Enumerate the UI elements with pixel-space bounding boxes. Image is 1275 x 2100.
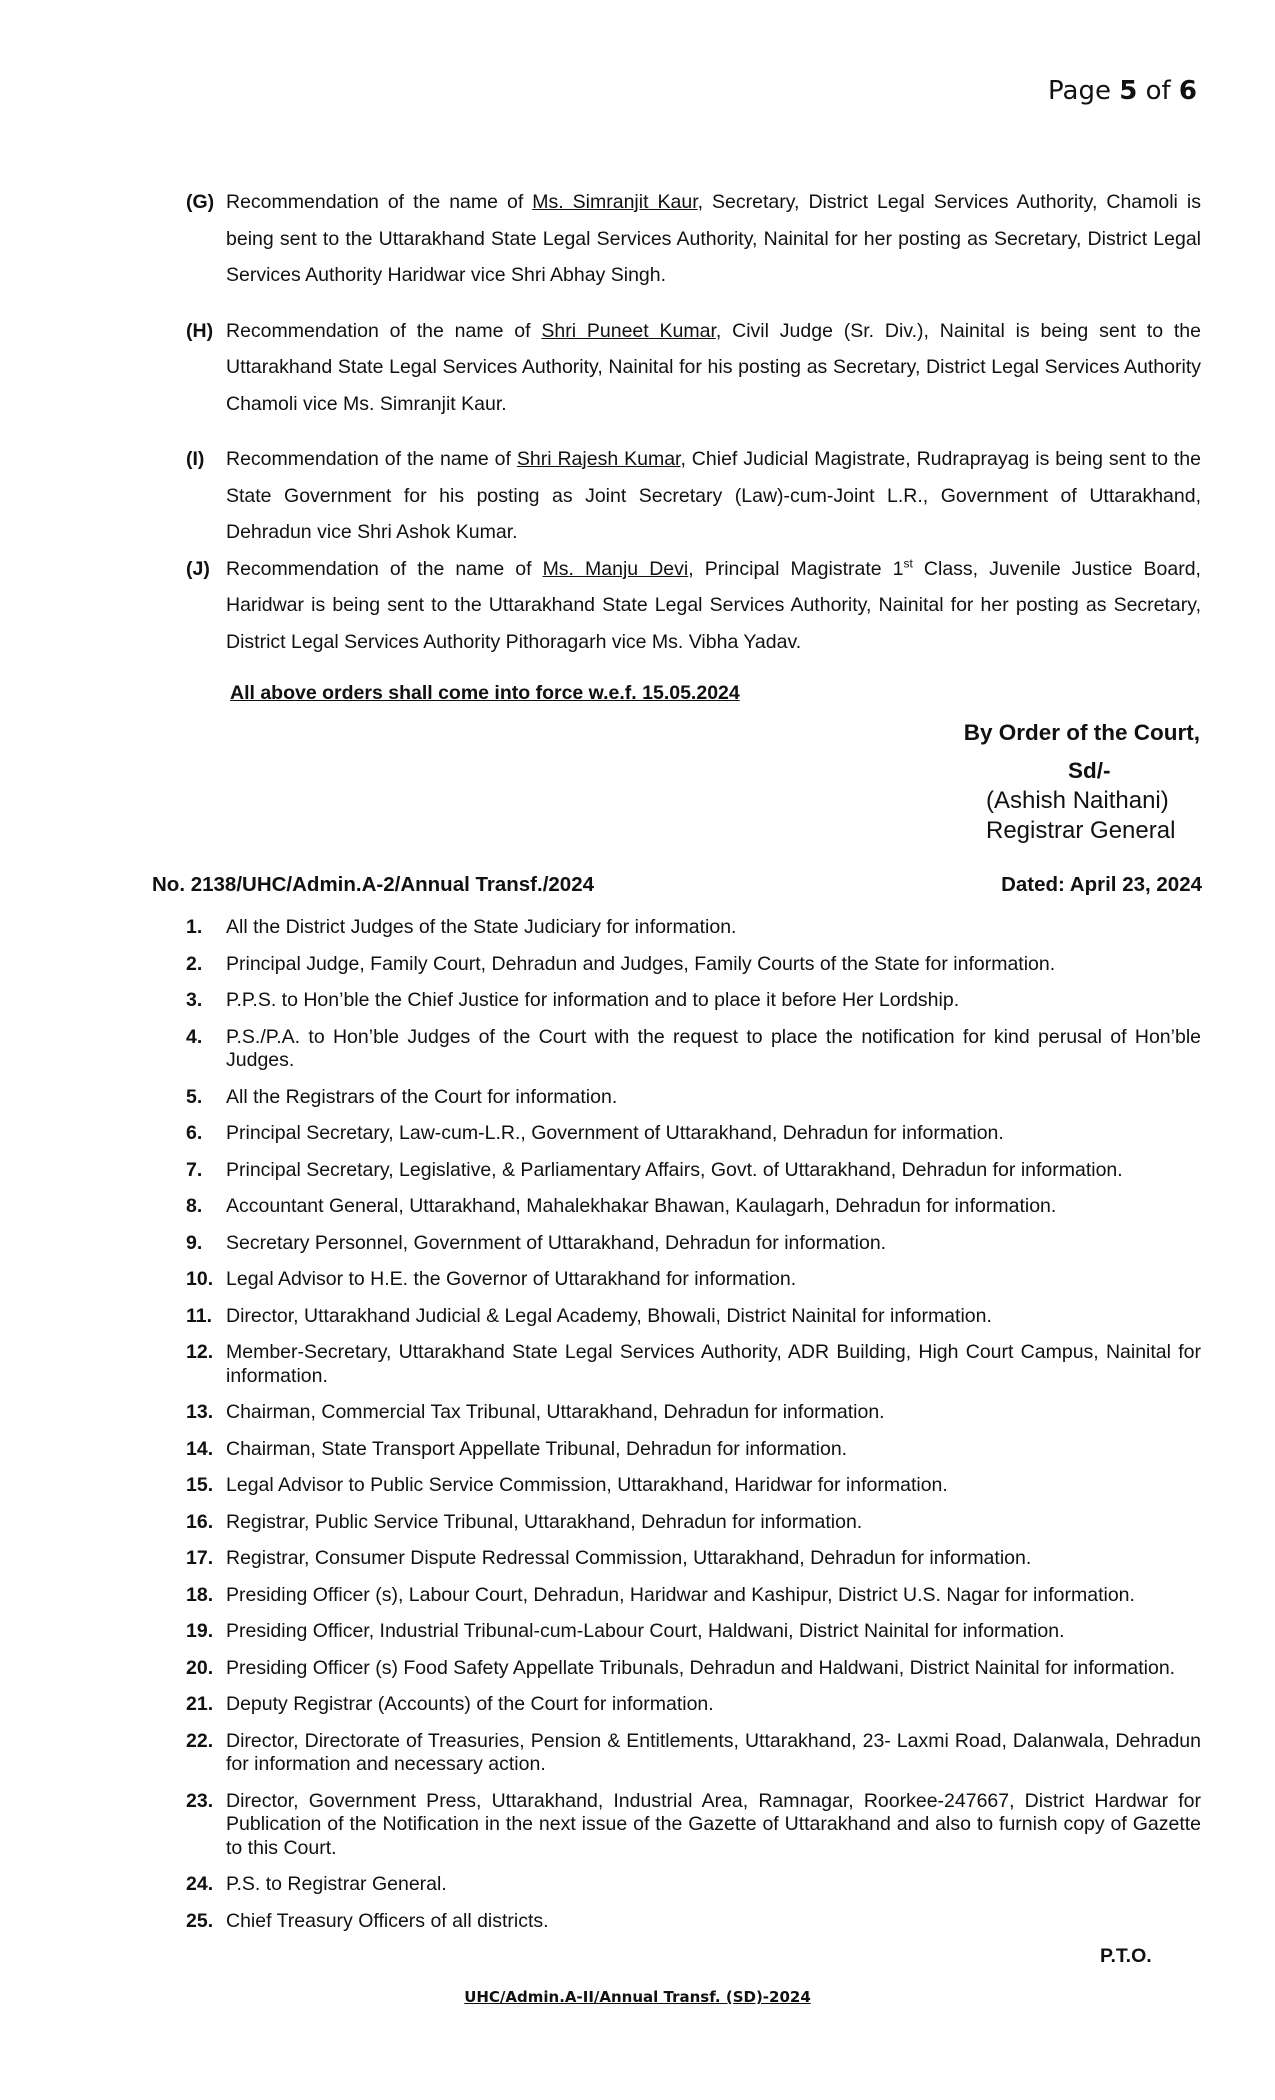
recommendation-text: [226, 184, 1201, 294]
distribution-item-text: Director, Government Press, Uttarakhand, Industrial Area, Ramnagar, Roorkee-247667, District Hardwar for Publication of the Notification in the next issue of the Gazette of Uttarakhand and also to furnish copy of Gazette to this Court.: [226, 1789, 1201, 1859]
distribution-item: [186, 1693, 1201, 1717]
distribution-item: [186, 953, 1201, 977]
distribution-item-text: Principal Judge, Family Court, Dehradun and Judges, Family Courts of the State for information.: [226, 952, 1056, 975]
distribution-item-number: 4.: [186, 1025, 203, 1048]
distribution-item: [186, 1511, 1201, 1535]
recommendation-pre: Recommendation of the name of: [226, 319, 542, 342]
distribution-item-number: 8.: [186, 1195, 203, 1217]
distribution-item-number: 22.: [186, 1729, 214, 1752]
distribution-item-number: 16.: [186, 1510, 214, 1533]
distribution-item-number: 7.: [186, 1158, 203, 1181]
recommendation-post: , Chief Judicial Magistrate, Rudraprayag is being sent to the State Government for his posting as Joint Secretary (Law)-cum-Joint L.R., Government of Uttarakhand, Dehradun vice Shri Ashok Kumar.: [226, 448, 1201, 543]
distribution-item: [186, 1159, 1201, 1183]
distribution-item: [186, 1438, 1201, 1462]
page-total: 6: [1178, 76, 1197, 106]
recommendation-label: (G): [186, 191, 215, 213]
distribution-item-text: P.P.S. to Hon’ble the Chief Justice for information and to place it before Her Lordship.: [226, 989, 960, 1011]
recommendation-label: (J): [186, 557, 210, 580]
officer-name: Ms. Manju Devi: [542, 557, 689, 580]
distribution-item-number: 9.: [186, 1231, 203, 1254]
distribution-item-number: 13.: [186, 1401, 214, 1423]
recommendation-post: , Secretary, District Legal Services Authority, Chamoli is being sent to the Uttarakhand State Legal Services Authority, Nainital for her posting as Secretary, District Legal Services Authority Haridwar vice Shri Abhay Singh.: [226, 191, 1201, 286]
distribution-item: [186, 1657, 1201, 1681]
signatory-name: (Ashish Naithani): [986, 787, 1169, 814]
distribution-item: [186, 1305, 1201, 1329]
distribution-item-text: Registrar, Consumer Dispute Redressal Commission, Uttarakhand, Dehradun for information.: [226, 1547, 1032, 1569]
pto-note: P.T.O.: [1100, 1945, 1152, 1967]
distribution-item-text: Registrar, Public Service Tribunal, Uttarakhand, Dehradun for information.: [226, 1510, 863, 1533]
recommendation-pre: Recommendation of the name of: [226, 557, 543, 580]
reference-line: [152, 873, 1202, 897]
footer-reference: UHC/Admin.A-II/Annual Transf. (SD)-2024: [464, 1988, 811, 2006]
distribution-item-number: 21.: [186, 1693, 214, 1715]
distribution-item-text: Secretary Personnel, Government of Uttarakhand, Dehradun for information.: [226, 1231, 887, 1254]
distribution-item-text: Presiding Officer, Industrial Tribunal-cum-Labour Court, Haldwani, District Nainital for information.: [226, 1620, 1065, 1642]
recommendation-post-b: Class, Juvenile Justice Board, Haridwar is being sent to the Uttarakhand State Legal Services Authority, Nainital for her posting as Secretary, District Legal Services Authority Pithoragarh vice Ms. Vibha Yadav.: [226, 557, 1201, 653]
distribution-item: [186, 1341, 1201, 1388]
distribution-list: [186, 916, 1201, 1946]
recommendation-text: [226, 313, 1201, 423]
distribution-item: [186, 1910, 1201, 1934]
distribution-item-number: 6.: [186, 1122, 203, 1144]
distribution-item-text: Director, Directorate of Treasuries, Pension & Entitlements, Uttarakhand, 23- Laxmi Road, Dalanwala, Dehradun for information and necessary action.: [226, 1729, 1201, 1775]
reference-number: No. 2138/UHC/Admin.A-2/Annual Transf./2024: [152, 873, 595, 896]
distribution-item: [186, 1401, 1201, 1425]
recommendation-pre: Recommendation of the name of: [226, 448, 517, 470]
distribution-item: [186, 1474, 1201, 1498]
recommendation-label: (H): [186, 319, 214, 342]
recommendations: [186, 184, 1201, 660]
recommendation-text: [226, 441, 1201, 551]
distribution-item-number: 19.: [186, 1620, 214, 1642]
distribution-item-number: 5.: [186, 1085, 203, 1108]
distribution-item: [186, 1086, 1201, 1110]
distribution-item: [186, 1195, 1201, 1219]
distribution-item-text: Legal Advisor to Public Service Commission, Uttarakhand, Haridwar for information.: [226, 1474, 948, 1496]
signatory-title: Registrar General: [986, 817, 1176, 844]
distribution-item-number: 12.: [186, 1341, 214, 1363]
distribution-item: [186, 916, 1201, 940]
distribution-item-text: Principal Secretary, Law-cum-L.R., Government of Uttarakhand, Dehradun for information.: [226, 1122, 1004, 1144]
distribution-item-text: Chairman, Commercial Tax Tribunal, Uttarakhand, Dehradun for information.: [226, 1401, 885, 1423]
distribution-item: [186, 1232, 1201, 1256]
distribution-item-text: Principal Secretary, Legislative, & Parliamentary Affairs, Govt. of Uttarakhand, Dehradun for information.: [226, 1158, 1123, 1181]
recommendation-h: [186, 313, 1201, 423]
distribution-item-text: All the Registrars of the Court for information.: [226, 1085, 618, 1108]
distribution-item-number: 1.: [186, 916, 203, 938]
distribution-item-text: Chief Treasury Officers of all districts.: [226, 1909, 549, 1932]
officer-name: Shri Rajesh Kumar: [516, 448, 681, 470]
distribution-item-number: 20.: [186, 1656, 214, 1679]
by-order-line: By Order of the Court,: [963, 720, 1200, 745]
distribution-item-text: Presiding Officer (s) Food Safety Appellate Tribunals, Dehradun and Haldwani, District Nainital for information.: [226, 1656, 1176, 1679]
officer-name: Ms. Simranjit Kaur: [532, 191, 698, 213]
distribution-item: [186, 989, 1201, 1013]
distribution-item-number: 18.: [186, 1583, 214, 1606]
distribution-item: [186, 1790, 1201, 1861]
distribution-item-number: 10.: [186, 1268, 214, 1290]
recommendation-g: [186, 184, 1201, 294]
distribution-item-number: 2.: [186, 952, 203, 975]
recommendation-label: (I): [186, 448, 205, 470]
distribution-item-text: Deputy Registrar (Accounts) of the Court for information.: [226, 1693, 714, 1715]
page-number: [1048, 76, 1197, 106]
recommendation-text: [226, 551, 1201, 661]
officer-name: Shri Puneet Kumar: [541, 319, 716, 342]
distribution-item-number: 25.: [186, 1909, 214, 1932]
recommendation-i: [186, 441, 1201, 551]
recommendation-j: [186, 551, 1201, 661]
distribution-item-number: 23.: [186, 1789, 214, 1812]
distribution-item: [186, 1026, 1201, 1073]
recommendation-post: , Civil Judge (Sr. Div.), Nainital is being sent to the Uttarakhand State Legal Services Authority, Nainital for his posting as Secretary, District Legal Services Authority Chamoli vice Ms. Simranjit Kaur.: [226, 319, 1201, 415]
distribution-item-number: 24.: [186, 1873, 214, 1895]
recommendation-pre: Recommendation of the name of: [226, 191, 533, 213]
distribution-item-text: All the District Judges of the State Judiciary for information.: [226, 916, 737, 938]
distribution-item: [186, 1620, 1201, 1644]
distribution-item: [186, 1584, 1201, 1608]
distribution-item: [186, 1547, 1201, 1571]
distribution-item-number: 15.: [186, 1474, 214, 1496]
distribution-item-text: Presiding Officer (s), Labour Court, Dehradun, Haridwar and Kashipur, District U.S. Nagar for information.: [226, 1583, 1135, 1606]
distribution-item-number: 3.: [186, 989, 203, 1011]
distribution-item-text: P.S./P.A. to Hon’ble Judges of the Court with the request to place the notification for kind perusal of Hon’ble Judges.: [226, 1025, 1201, 1071]
distribution-item-text: P.S. to Registrar General.: [226, 1873, 447, 1895]
distribution-item-text: Member-Secretary, Uttarakhand State Legal Services Authority, ADR Building, High Court Campus, Nainital for information.: [226, 1341, 1201, 1387]
distribution-item: [186, 1122, 1201, 1146]
distribution-item-text: Chairman, State Transport Appellate Tribunal, Dehradun for information.: [226, 1437, 848, 1460]
ordinal-superscript: st: [903, 556, 913, 570]
distribution-item-number: 17.: [186, 1547, 214, 1569]
distribution-item-text: Legal Advisor to H.E. the Governor of Uttarakhand for information.: [226, 1268, 797, 1290]
reference-date: Dated: April 23, 2024: [1001, 873, 1202, 896]
page-current: 5: [1119, 76, 1138, 106]
effective-date-note: All above orders shall come into force w.e.f. 15.05.2024: [230, 682, 740, 704]
distribution-item: [186, 1730, 1201, 1777]
signed-mark: Sd/-: [1068, 758, 1111, 783]
distribution-item-number: 14.: [186, 1437, 214, 1460]
distribution-item: [186, 1873, 1201, 1897]
distribution-item-text: Accountant General, Uttarakhand, Mahalekhakar Bhawan, Kaulagarh, Dehradun for information.: [226, 1195, 1057, 1217]
distribution-item: [186, 1268, 1201, 1292]
distribution-item-number: 11.: [186, 1304, 213, 1327]
recommendation-post-a: , Principal Magistrate 1: [688, 557, 904, 580]
page-mid: of: [1137, 76, 1179, 106]
page-prefix: Page: [1048, 76, 1120, 106]
distribution-item-text: Director, Uttarakhand Judicial & Legal Academy, Bhowali, District Nainital for information.: [226, 1304, 992, 1327]
